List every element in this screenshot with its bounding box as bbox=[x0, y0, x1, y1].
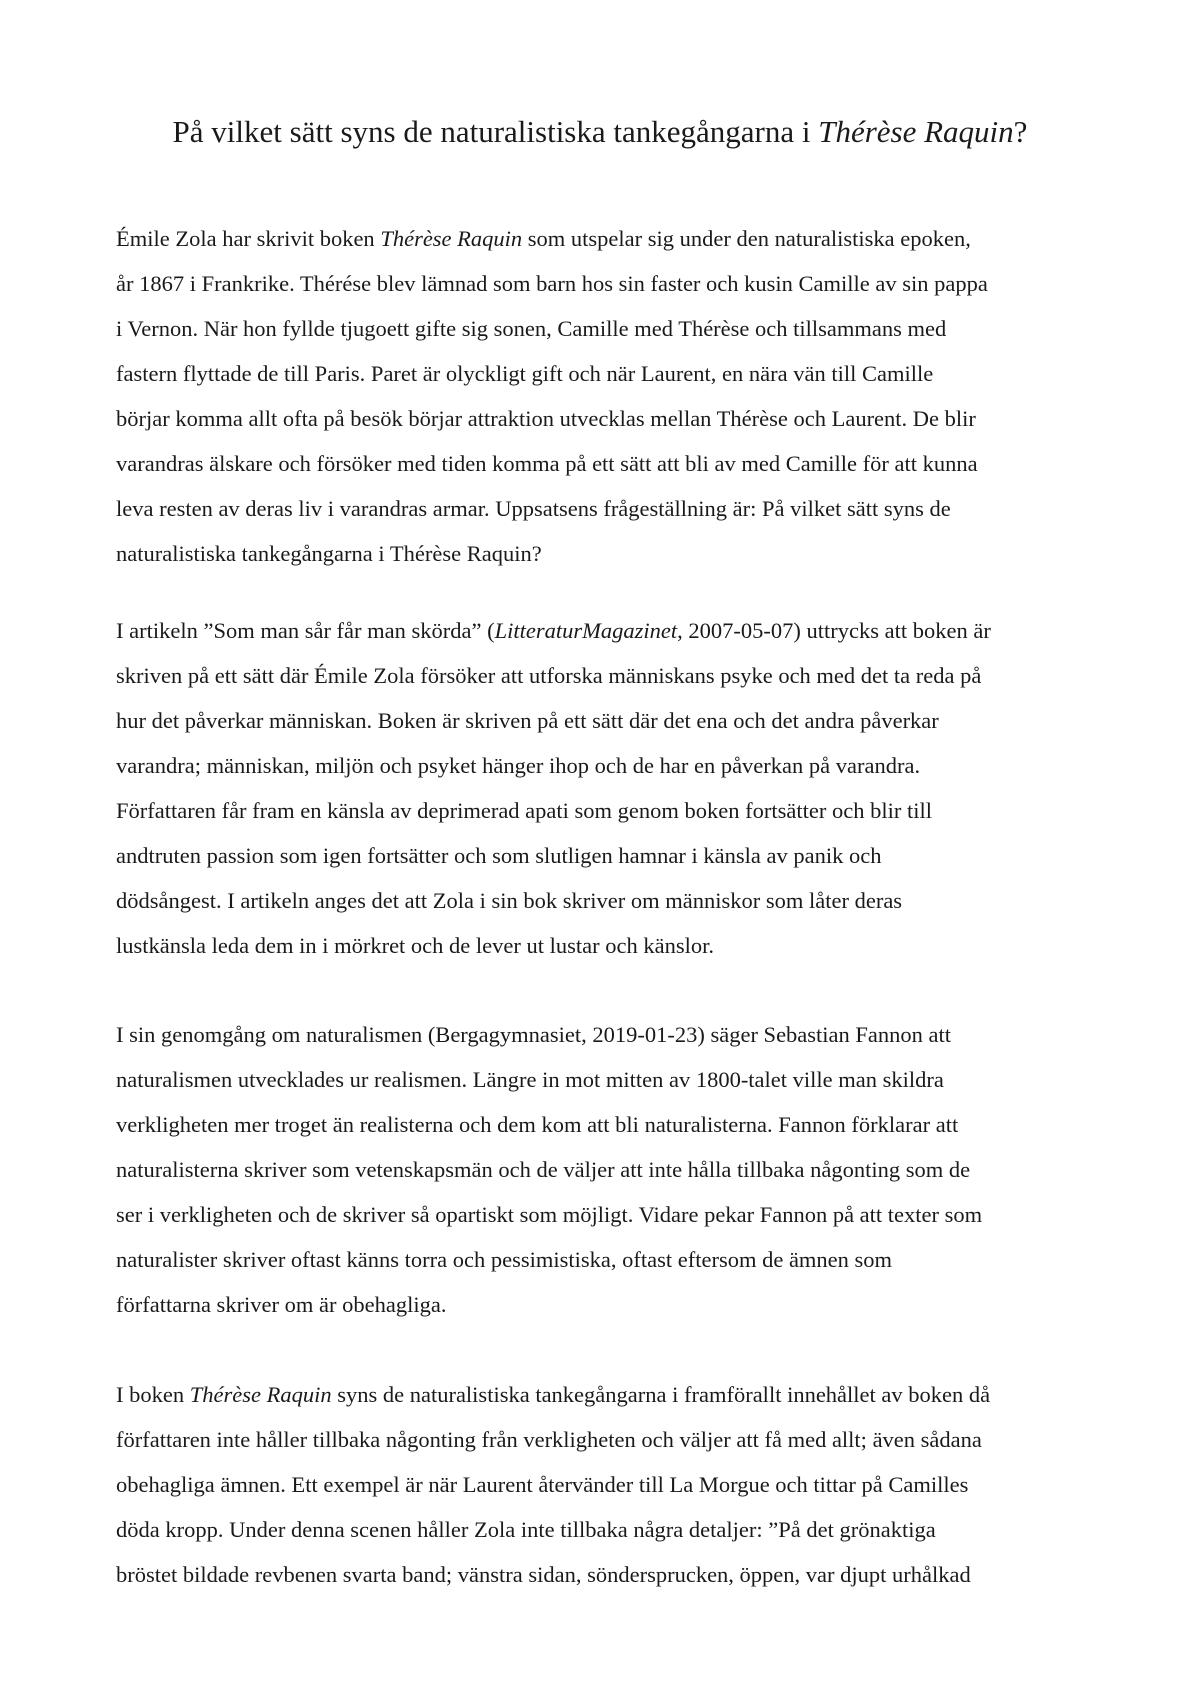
text-line: andtruten passion som igen fortsätter och som slutligen hamnar i känsla av panik och bbox=[116, 843, 882, 868]
text-line: Författaren får fram en känsla av deprimerad apati som genom boken fortsätter och blir till bbox=[116, 798, 932, 823]
text-line: bröstet bildade revbenen svarta band; vänstra sidan, söndersprucken, öppen, var djupt urhålkad bbox=[116, 1562, 971, 1587]
text-line: fastern flyttade de till Paris. Paret är olyckligt gift och när Laurent, en nära vän till Camille bbox=[116, 361, 934, 386]
text-line: hur det påverkar människan. Boken är skriven på ett sätt där det ena och det andra påverkar bbox=[116, 708, 939, 733]
paragraph-analysis bbox=[116, 1372, 1076, 1597]
text-line: i Vernon. När hon fyllde tjugoett gifte sig sonen, Camille med Thérèse och tillsammans med bbox=[116, 316, 947, 341]
paragraph-introduction bbox=[116, 216, 1076, 576]
text-line: dödsångest. I artikeln anges det att Zola i sin bok skriver om människor som låter deras bbox=[116, 888, 903, 913]
text-line: varandras älskare och försöker med tiden komma på ett sätt att bli av med Camille för att kunna bbox=[116, 451, 978, 476]
text-line: lustkänsla leda dem in i mörkret och de lever ut lustar och känslor. bbox=[116, 933, 714, 958]
text-line: börjar komma allt ofta på besök börjar attraktion utvecklas mellan Thérèse och Laurent. De blir bbox=[116, 406, 976, 431]
text-line: år 1867 i Frankrike. Thérése blev lämnad som barn hos sin faster och kusin Camille av sin pappa bbox=[116, 271, 988, 296]
text-line: naturalisterna skriver som vetenskapsmän och de väljer att inte hålla tillbaka någonting som de bbox=[116, 1157, 971, 1182]
text-line: naturalistiska tankegångarna i Thérèse Raquin? bbox=[116, 541, 542, 566]
text-line: naturalister skriver oftast känns torra och pessimistiska, oftast eftersom de ämnen som bbox=[116, 1247, 893, 1272]
text-line: leva resten av deras liv i varandras armar. Uppsatsens frågeställning är: På vilket sätt syns de bbox=[116, 496, 951, 521]
paragraph-article bbox=[116, 608, 1076, 968]
text-line: författarna skriver om är obehagliga. bbox=[116, 1292, 447, 1317]
text-line: varandra; människan, miljön och psyket hänger ihop och de har en påverkan på varandra. bbox=[116, 753, 921, 778]
text-line: I artikeln ”Som man sår får man skörda” (LitteraturMagazinet, 2007-05-07) uttrycks att boken är bbox=[116, 618, 991, 643]
text-line: verkligheten mer troget än realisterna och dem kom att bli naturalisterna. Fannon förklarar att bbox=[116, 1112, 959, 1137]
text-line: skriven på ett sätt där Émile Zola försöker att utforska människans psyke och med det ta reda på bbox=[116, 663, 982, 688]
text-line: naturalismen utvecklades ur realismen. Längre in mot mitten av 1800-talet ville man skildra bbox=[116, 1067, 944, 1092]
text-line: I boken Thérèse Raquin syns de naturalistiska tankegångarna i framförallt innehållet av boken då bbox=[116, 1382, 991, 1407]
text-line: obehagliga ämnen. Ett exempel är när Laurent återvänder till La Morgue och tittar på Camilles bbox=[116, 1472, 969, 1497]
text-line: författaren inte håller tillbaka någonting från verkligheten och väljer att få med allt; även sådana bbox=[116, 1427, 982, 1452]
essay-title: På vilket sätt syns de naturalistiska tankegångarna i Thérèse Raquin? bbox=[172, 114, 1028, 149]
text-line: Émile Zola har skrivit boken Thérèse Raquin som utspelar sig under den naturalistiska epoken, bbox=[116, 226, 971, 251]
text-line: döda kropp. Under denna scenen håller Zola inte tillbaka några detaljer: ”På det grönaktiga bbox=[116, 1517, 936, 1542]
text-line: I sin genomgång om naturalismen (Bergagymnasiet, 2019-01-23) säger Sebastian Fannon att bbox=[116, 1022, 952, 1047]
text-line: ser i verkligheten och de skriver så opartiskt som möjligt. Vidare pekar Fannon på att texter som bbox=[116, 1202, 983, 1227]
paragraph-naturalism bbox=[116, 1012, 1076, 1327]
